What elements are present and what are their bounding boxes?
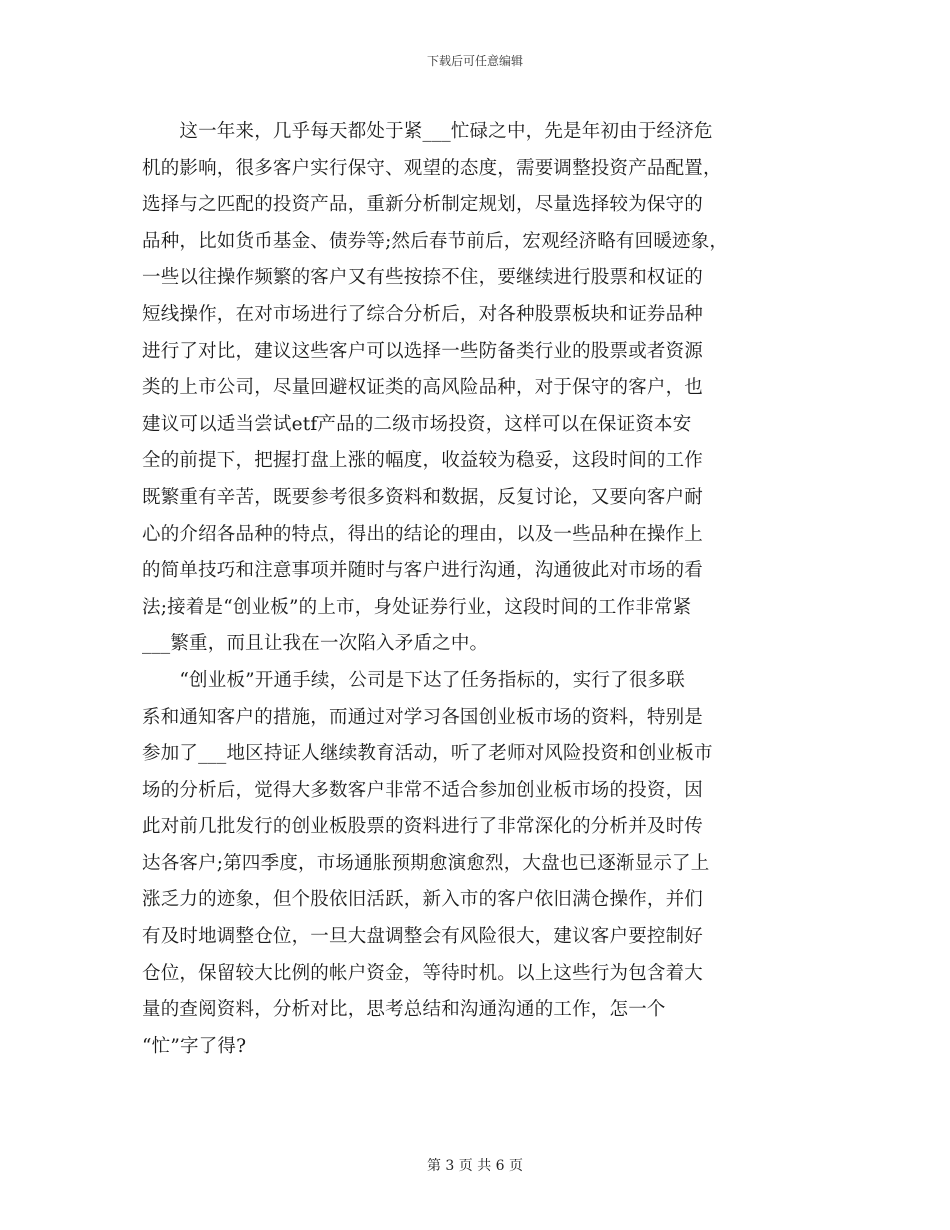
text-line: 全的前提下，把握打盘上涨的幅度，收益较为稳妥，这段时间的工作 [142,450,704,472]
text-line: 选择与之匹配的投资产品，重新分析制定规划，尽量选择较为保守的 [142,194,704,216]
text-line: “忙”字了得? [142,1035,247,1057]
text-line: “创业板”开通手续，公司是下达了任务指标的，实行了很多联 [142,669,685,691]
text-line: 系和通知客户的措施，而通过对学习各国创业板市场的资料，特别是 [142,706,704,728]
text-line: 短线操作，在对市场进行了综合分析后，对各种股票板块和证券品种 [142,303,704,325]
text-line: 既繁重有辛苦，既要参考很多资料和数据，反复讨论，又要向客户耐 [142,486,704,508]
text-line: 达各客户;第四季度，市场通胀预期愈演愈烈，大盘也已逐渐显示了上 [142,852,710,874]
text-line: 仓位，保留较大比例的帐户资金，等待时机。以上这些行为包含着大 [142,962,704,984]
text-line: 一些以往操作频繁的客户又有些按捺不住，要继续进行股票和权证的 [142,267,704,289]
text-line: 建议可以适当尝试etf产品的二级市场投资，这样可以在保证资本安 [142,413,692,435]
text-line: 心的介绍各品种的特点，得出的结论的理由，以及一些品种在操作上 [142,523,704,545]
text-line: 法;接着是“创业板”的上市，身处证券行业，这段时间的工作非常紧 [142,596,692,618]
text-line: 有及时地调整仓位，一旦大盘调整会有风险很大，建议客户要控制好 [142,926,704,948]
text-line: ___繁重，而且让我在一次陷入矛盾之中。 [142,633,489,655]
text-line: 的简单技巧和注意事项并随时与客户进行沟通，沟通彼此对市场的看 [142,560,704,582]
text-line: 量的查阅资料，分析对比，思考总结和沟通沟通的工作，怎一个 [142,999,666,1021]
text-line: 这一年来，几乎每天都处于紧___忙碌之中，先是年初由于经济危 [142,121,713,142]
text-line: 场的分析后，觉得大多数客户非常不适合参加创业板市场的投资，因 [142,779,704,801]
text-line: 此对前几批发行的创业板股票的资料进行了非常深化的分析并及时传 [142,816,704,838]
text-line: 类的上市公司，尽量回避权证类的高风险品种，对于保守的客户，也 [142,377,704,399]
text-line: 参加了___地区持证人继续教育活动，听了老师对风险投资和创业板市 [142,743,713,765]
page-number: 第 3 页 共 6 页 [426,1158,524,1174]
text-line: 品种，比如货币基金、债券等;然后春节前后，宏观经济略有回暖迹象， [142,230,729,252]
text-line: 涨乏力的迹象，但个股依旧活跃，新入市的客户依旧满仓操作，并们 [142,889,704,911]
document-body [142,114,832,1065]
page-header: 下载后可任意编辑 [426,54,523,68]
text-line: 机的影响，很多客户实行保守、观望的态度，需要调整投资产品配置， [142,157,722,179]
text-line: 进行了对比，建议这些客户可以选择一些防备类行业的股票或者资源 [142,340,704,362]
